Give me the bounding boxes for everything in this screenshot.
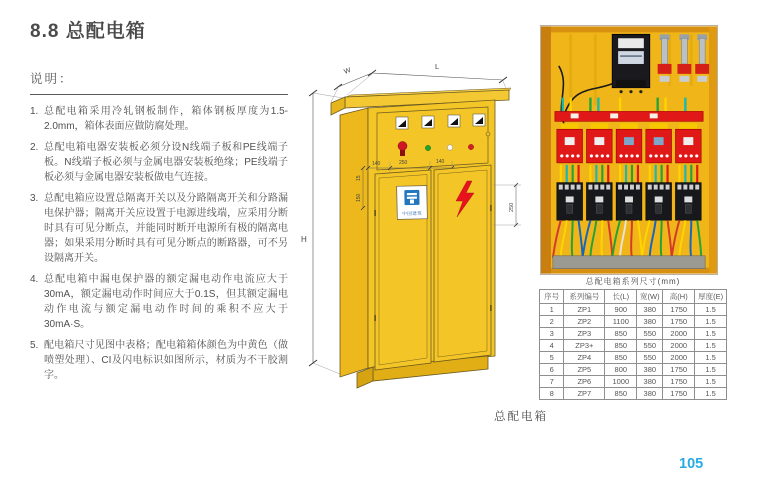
green-indicator xyxy=(425,145,430,150)
table-cell: 800 xyxy=(605,364,637,376)
table-cell: 6 xyxy=(540,364,564,376)
size-table-body xyxy=(540,304,727,400)
white-indicator xyxy=(447,145,452,150)
table-cell: 1.5 xyxy=(695,352,727,364)
note-number: 3. xyxy=(30,193,39,204)
table-cell: ZP6 xyxy=(564,376,605,388)
table-cell: 900 xyxy=(605,304,637,316)
size-table xyxy=(539,289,727,400)
note-text: 总配电箱电器安装板必须分设N线端子板和PE线端子板。N线端子板必须与金属电器安装板绝缘；PE线端子板必须与金属电器安装板做电气连接。 xyxy=(44,142,288,183)
table-cell: ZP7 xyxy=(564,388,605,400)
col-header: 宽(W) xyxy=(637,290,663,304)
table-cell: 2000 xyxy=(663,352,695,364)
table-cell: 1750 xyxy=(663,316,695,328)
table-cell: 550 xyxy=(637,340,663,352)
table-row xyxy=(540,364,727,376)
note-item xyxy=(30,140,288,185)
table-cell: 1750 xyxy=(663,376,695,388)
dim-right-250: 250 xyxy=(509,202,515,212)
table-cell: 7 xyxy=(540,376,564,388)
note-text: 总配电箱中漏电保护器的额定漏电动作电流应大于30mA，额定漏电动作时间应大于0.1S，但其额定漏电动作电流与额定漏电动作时间的乘积不应大于30mA·S。 xyxy=(44,274,288,330)
note-number: 1. xyxy=(30,106,39,117)
page-number: 105 xyxy=(679,456,704,472)
table-cell: 1750 xyxy=(663,304,695,316)
logo-sticker xyxy=(397,186,428,220)
col-header: 厚度(E) xyxy=(695,290,727,304)
dim-150: 150 xyxy=(356,193,362,202)
col-header: 序号 xyxy=(540,290,564,304)
table-cell: 550 xyxy=(637,352,663,364)
photo-black-breakers xyxy=(557,183,701,221)
table-cell: 1.5 xyxy=(695,316,727,328)
table-cell: 380 xyxy=(637,316,663,328)
table-row xyxy=(540,352,727,364)
table-cell: 1750 xyxy=(663,364,695,376)
table-cell: 2 xyxy=(540,316,564,328)
table-cell: 3 xyxy=(540,328,564,340)
table-cell: 850 xyxy=(605,352,637,364)
note-text: 总配电箱采用冷轧钢板制作，箱体钢板厚度为1.5-2.0mm，箱体表面应做防腐处理。 xyxy=(44,106,288,132)
panel-knob xyxy=(486,132,490,136)
note-text: 配电箱尺寸见图中表格；配电箱箱体颜色为中黄色（做喷塑处理）、CI及闪电标识如图所示，材质为不干胶割字。 xyxy=(44,340,288,381)
note-item xyxy=(30,191,288,266)
table-cell: ZP3 xyxy=(564,328,605,340)
col-header: 高(H) xyxy=(663,290,695,304)
col-header: 系列编号 xyxy=(564,290,605,304)
table-row xyxy=(540,340,727,352)
table-cell: 2000 xyxy=(663,340,695,352)
cabinet-drawing xyxy=(295,50,540,410)
table-cell: ZP4 xyxy=(564,352,605,364)
right-dimension xyxy=(493,183,521,227)
table-row xyxy=(540,388,727,400)
table-cell: 1.5 xyxy=(695,376,727,388)
table-cell: 380 xyxy=(637,376,663,388)
table-cell: ZP5 xyxy=(564,364,605,376)
divider xyxy=(30,94,288,95)
dim-label-w: W xyxy=(343,66,352,76)
photo-red-breakers xyxy=(557,123,701,163)
table-cell: 1000 xyxy=(605,376,637,388)
drawing-caption: 总配电箱 xyxy=(494,411,548,423)
table-cell: 5 xyxy=(540,352,564,364)
table-cell: ZP2 xyxy=(564,316,605,328)
dim-140-right: 140 xyxy=(436,159,445,165)
table-cell: 8 xyxy=(540,388,564,400)
table-cell: 2000 xyxy=(663,328,695,340)
table-cell: 1 xyxy=(540,304,564,316)
dim-15: 15 xyxy=(356,175,362,181)
size-table-section xyxy=(539,276,727,400)
red-indicator xyxy=(468,144,473,149)
col-header: 长(L) xyxy=(605,290,637,304)
table-cell: ZP1 xyxy=(564,304,605,316)
notes-column xyxy=(30,16,288,389)
note-number: 4. xyxy=(30,274,39,285)
table-cell: 1100 xyxy=(605,316,637,328)
table-cell: 850 xyxy=(605,328,637,340)
table-cell: 1.5 xyxy=(695,328,727,340)
table-cell: 380 xyxy=(637,364,663,376)
dim-label-l: L xyxy=(435,62,440,71)
logo-text: 中国建筑 xyxy=(402,210,423,217)
table-row xyxy=(540,328,727,340)
note-item xyxy=(30,104,288,134)
table-row xyxy=(540,376,727,388)
table-cell: 1750 xyxy=(663,388,695,400)
table-cell: 4 xyxy=(540,340,564,352)
table-row xyxy=(540,304,727,316)
photo-wire-duct xyxy=(553,256,705,269)
note-item xyxy=(30,272,288,332)
table-cell: 850 xyxy=(605,388,637,400)
table-header-row xyxy=(540,290,727,304)
dim-label-h: H xyxy=(301,235,307,244)
dim-250-mid: 250 xyxy=(399,160,408,166)
table-cell: 850 xyxy=(605,340,637,352)
photo-main-distribution-box xyxy=(540,25,718,275)
section-label: 说明： xyxy=(30,72,74,86)
table-cell: 1.5 xyxy=(695,388,727,400)
table-cell: 380 xyxy=(637,388,663,400)
dim-140-left: 140 xyxy=(372,161,381,167)
table-cell: ZP3+ xyxy=(564,340,605,352)
note-number: 2. xyxy=(30,142,39,153)
note-number: 5. xyxy=(30,340,39,351)
table-cell: 1.5 xyxy=(695,340,727,352)
table-cell: 550 xyxy=(637,328,663,340)
note-text: 总配电箱应设置总隔离开关以及分路隔离开关和分路漏电保护器；隔离开关应设置于电源进线端，应采用分断时具有可见分断点，并能同时断开电源所有极的隔离电器；如果采用分断时具有可见分断点的断路器，可不另设隔离开关。 xyxy=(44,193,288,264)
table-row xyxy=(540,316,727,328)
size-table-title: 总配电箱系列尺寸(mm) xyxy=(585,277,681,286)
table-cell: 380 xyxy=(637,304,663,316)
page-title: 8.8 总配电箱 xyxy=(30,21,146,42)
table-cell: 1.5 xyxy=(695,304,727,316)
photo-electric-meter xyxy=(612,34,650,93)
table-cell: 1.5 xyxy=(695,364,727,376)
note-item xyxy=(30,338,288,383)
